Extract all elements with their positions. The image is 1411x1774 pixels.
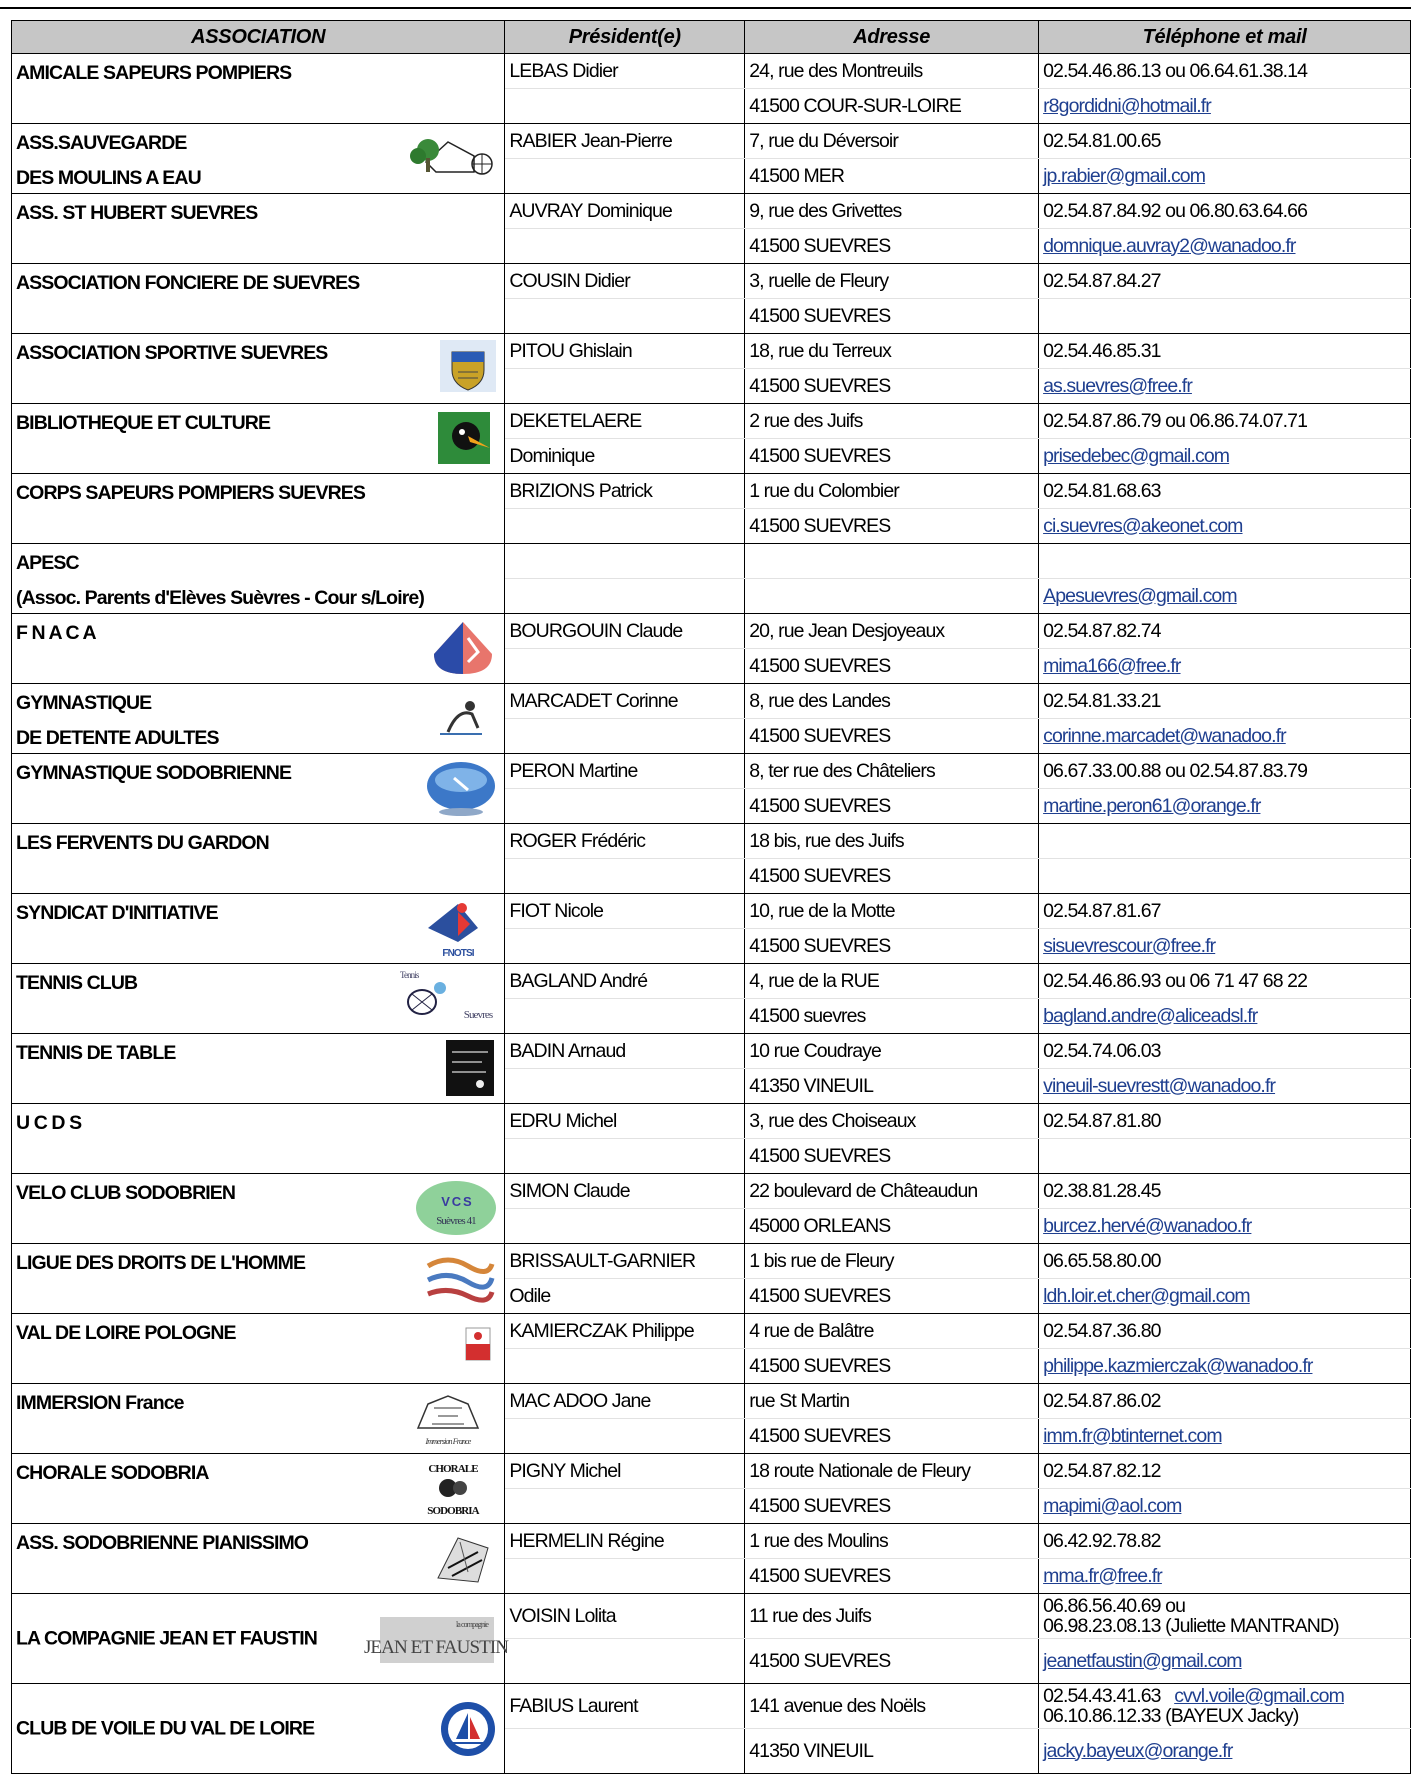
address-street: 24, rue des Montreuils: [745, 54, 1039, 89]
address-street: 2 rue des Juifs: [745, 404, 1039, 439]
address-city: 41500 SUEVRES: [745, 1419, 1039, 1454]
association-name: AMICALE SAPEURS POMPIERS: [16, 62, 292, 84]
address-street: 10 rue Coudraye: [745, 1034, 1039, 1069]
address-city: 41500 SUEVRES: [745, 859, 1039, 894]
email-cell: [1039, 89, 1411, 124]
association-cell: [12, 404, 505, 474]
table-row: [12, 614, 1411, 649]
association-name: LIGUE DES DROITS DE L'HOMME: [16, 1252, 306, 1274]
president-cell: RABIER Jean-Pierre: [505, 124, 745, 159]
phone-cell: 02.54.81.68.63: [1039, 474, 1411, 509]
association-cell: [12, 1104, 505, 1174]
svg-text:la compagnie: la compagnie: [456, 1619, 489, 1629]
president-cell-line2: [505, 509, 745, 544]
svg-text:Immersion France: Immersion France: [425, 1437, 471, 1446]
president-cell: KAMIERCZAK Philippe: [505, 1314, 745, 1349]
president-cell-line2: [505, 929, 745, 964]
association-cell: [12, 1244, 505, 1314]
association-name: VELO CLUB SODOBRIEN: [16, 1182, 236, 1204]
phone-cell: [1039, 1594, 1411, 1639]
svg-text:SODOBRIA: SODOBRIA: [427, 1505, 480, 1517]
email-cell: [1039, 229, 1411, 264]
piano-logo: [428, 1528, 498, 1588]
association-cell: [12, 194, 505, 264]
email-cell: [1039, 719, 1411, 754]
header-address: Adresse: [745, 21, 1039, 54]
phone-cell: [1039, 824, 1411, 859]
table-row: [12, 964, 1411, 999]
association-name: GYMNASTIQUE: [16, 692, 152, 714]
president-cell-line2: [505, 1069, 745, 1104]
email-link[interactable]: Apesuevres@gmail.com: [1043, 584, 1237, 607]
top-rule: [0, 7, 1411, 9]
president-cell-line2: Odile: [505, 1279, 745, 1314]
president-cell-line2: [505, 299, 745, 334]
table-row: [12, 754, 1411, 789]
svg-text:Suèvres 41: Suèvres 41: [436, 1215, 477, 1227]
address-city: 41500 MER: [745, 159, 1039, 194]
president-cell: MAC ADOO Jane: [505, 1384, 745, 1419]
address-street: 8, ter rue des Châteliers: [745, 754, 1039, 789]
jeanfaustin-logo: [364, 1609, 509, 1669]
email-cell: [1039, 1639, 1411, 1684]
president-cell-line2: [505, 1139, 745, 1174]
address-street: 1 rue des Moulins: [745, 1524, 1039, 1559]
association-name: U C D S: [16, 1112, 82, 1134]
association-cell: [12, 1594, 509, 1684]
address-city: 45000 ORLEANS: [745, 1209, 1039, 1244]
association-cell: [12, 544, 505, 614]
email-link[interactable]: ldh.loir.et.cher@gmail.com: [1043, 1284, 1250, 1307]
president-cell: [505, 544, 745, 579]
association-name-line2: DE DETENTE ADULTES: [16, 727, 219, 749]
association-cell: [12, 614, 505, 684]
email-link[interactable]: jeanetfaustin@gmail.com: [1043, 1649, 1242, 1672]
president-cell-line2: [505, 159, 745, 194]
president-cell: FABIUS Laurent: [505, 1684, 745, 1729]
table-row: [12, 404, 1411, 439]
association-name: BIBLIOTHEQUE ET CULTURE: [16, 412, 271, 434]
phone-cell: 06.67.33.00.88 ou 02.54.87.83.79: [1039, 754, 1411, 789]
email-cell: [1039, 1349, 1411, 1384]
email-cell: [1039, 1069, 1411, 1104]
president-cell: SIMON Claude: [505, 1174, 745, 1209]
address-street: 9, rue des Grivettes: [745, 194, 1039, 229]
table-row: [12, 54, 1411, 89]
president-cell: LEBAS Didier: [505, 54, 745, 89]
address-street: 8, rue des Landes: [745, 684, 1039, 719]
association-name: ASS.SAUVEGARDE: [16, 132, 187, 154]
president-cell-line2: [505, 579, 745, 614]
chorale-logo: [408, 1458, 498, 1518]
association-cell: [12, 474, 505, 544]
association-cell: [12, 1684, 505, 1774]
phone-cell: 02.54.81.33.21: [1039, 684, 1411, 719]
ldh-logo: [418, 1248, 498, 1308]
phone-cell: 02.54.87.81.80: [1039, 1104, 1411, 1139]
association-name-line2: DES MOULINS A EAU: [16, 167, 201, 189]
president-cell: ROGER Frédéric: [505, 824, 745, 859]
president-cell: PIGNY Michel: [505, 1454, 745, 1489]
table-row: [12, 334, 1411, 369]
pingpong-logo: [442, 1038, 498, 1098]
president-cell-line2: [505, 1489, 745, 1524]
phone-cell: 02.54.87.36.80: [1039, 1314, 1411, 1349]
table-row: [12, 1594, 1411, 1639]
phone-cell: 02.54.46.86.13 ou 06.64.61.38.14: [1039, 54, 1411, 89]
address-street: 22 boulevard de Châteaudun: [745, 1174, 1039, 1209]
email-link[interactable]: corinne.marcadet@wanadoo.fr: [1043, 724, 1286, 747]
table-row: [12, 1104, 1411, 1139]
header-president: Président(e): [505, 21, 745, 54]
association-name: LES FERVENTS DU GARDON: [16, 832, 269, 854]
association-cell: [12, 754, 505, 824]
fnotsi-logo: [418, 898, 498, 958]
email-cell: [1039, 1139, 1411, 1174]
phone-cell: 06.65.58.80.00: [1039, 1244, 1411, 1279]
president-cell: HERMELIN Régine: [505, 1524, 745, 1559]
association-cell: [12, 1034, 505, 1104]
immersion-logo: [398, 1388, 498, 1448]
vcs-logo: [414, 1178, 498, 1238]
email-cell: [1039, 859, 1411, 894]
header-phone-mail: Téléphone et mail: [1039, 21, 1411, 54]
phone-number-text: 02.54.43.41.63: [1043, 1685, 1161, 1707]
association-name-line2: (Assoc. Parents d'Elèves Suèvres - Cour s/Loire): [16, 587, 424, 609]
address-city: 41500 COUR-SUR-LOIRE: [745, 89, 1039, 124]
president-cell-line2: [505, 999, 745, 1034]
association-name: IMMERSION France: [16, 1392, 184, 1414]
president-cell: VOISIN Lolita: [505, 1594, 745, 1639]
gym-logo: [418, 688, 498, 744]
email-link[interactable]: martine.peron61@orange.fr: [1043, 794, 1261, 817]
phone-number: [1043, 1596, 1407, 1616]
phone-cell: 02.54.46.86.93 ou 06 71 47 68 22: [1039, 964, 1411, 999]
phone-cell: 02.54.87.86.79 ou 06.86.74.07.71: [1039, 404, 1411, 439]
mill-logo: [378, 128, 498, 184]
address-street: rue St Martin: [745, 1384, 1039, 1419]
table-header-row: [12, 21, 1411, 54]
email-cell: [1039, 1209, 1411, 1244]
email-link[interactable]: ci.suevres@akeonet.com: [1043, 514, 1243, 537]
svg-text:Suevres: Suevres: [464, 1009, 493, 1021]
president-cell-line2: [505, 1729, 745, 1774]
association-cell: [12, 54, 505, 124]
address-street: 3, rue des Choiseaux: [745, 1104, 1039, 1139]
association-cell: [12, 964, 505, 1034]
association-cell: [12, 1314, 505, 1384]
association-cell: [12, 1454, 505, 1524]
president-cell-line2: [505, 89, 745, 124]
header-association: ASSOCIATION: [12, 21, 505, 54]
table-row: [12, 1314, 1411, 1349]
email-cell: [1039, 1279, 1411, 1314]
president-cell-line2: [505, 1559, 745, 1594]
association-cell: [12, 894, 505, 964]
phone-number: [1043, 1686, 1407, 1706]
association-cell: [12, 1174, 505, 1244]
phone-cell: 02.54.46.85.31: [1039, 334, 1411, 369]
email-cell: [1039, 439, 1411, 474]
address-street: 10, rue de la Motte: [745, 894, 1039, 929]
president-cell-line2: [505, 649, 745, 684]
email-cell: [1039, 159, 1411, 194]
address-city: 41500 SUEVRES: [745, 649, 1039, 684]
association-name: TENNIS DE TABLE: [16, 1042, 176, 1064]
email-link[interactable]: domnique.auvray2@wanadoo.fr: [1043, 234, 1296, 257]
voile-logo: [438, 1699, 498, 1759]
president-cell: BAGLAND André: [505, 964, 745, 999]
association-name: SYNDICAT D'INITIATIVE: [16, 902, 218, 924]
address-street: 7, rue du Déversoir: [745, 124, 1039, 159]
email-link[interactable]: philippe.kazmierczak@wanadoo.fr: [1043, 1354, 1313, 1377]
association-name: LA COMPAGNIE JEAN ET FAUSTIN: [16, 1627, 317, 1649]
phone-cell: 02.54.87.82.74: [1039, 614, 1411, 649]
phone-number-secondary: 06.98.23.08.13 (Juliette MANTRAND): [1043, 1615, 1339, 1637]
address-city: 41500 SUEVRES: [745, 789, 1039, 824]
president-cell: PERON Martine: [505, 754, 745, 789]
email-cell: [1039, 789, 1411, 824]
president-cell: PITOU Ghislain: [505, 334, 745, 369]
association-name: APESC: [16, 552, 79, 574]
association-name: ASSOCIATION FONCIERE DE SUEVRES: [16, 272, 360, 294]
svg-text:JEAN ET FAUSTIN: JEAN ET FAUSTIN: [364, 1636, 509, 1658]
table-row: [12, 1244, 1411, 1279]
association-cell: [12, 1384, 505, 1454]
shield-logo: [438, 338, 498, 394]
president-cell-line2: [505, 859, 745, 894]
phone-cell: 02.38.81.28.45: [1039, 1174, 1411, 1209]
address-city: 41500 SUEVRES: [745, 369, 1039, 404]
table-row: [12, 264, 1411, 299]
association-cell: [12, 264, 505, 334]
address-street: 11 rue des Juifs: [745, 1594, 1039, 1639]
association-name: CLUB DE VOILE DU VAL DE LOIRE: [16, 1717, 315, 1739]
phone-cell: 02.54.74.06.03: [1039, 1034, 1411, 1069]
tennis-logo: [388, 968, 498, 1026]
address-city: 41350 VINEUIL: [745, 1069, 1039, 1104]
email-link[interactable]: burcez.hervé@wanadoo.fr: [1043, 1214, 1252, 1237]
bird-logo: [428, 408, 498, 466]
email-link[interactable]: sisuevrescour@free.fr: [1043, 934, 1216, 957]
address-city: 41500 suevres: [745, 999, 1039, 1034]
email-cell: [1039, 509, 1411, 544]
fnaca-logo: [428, 618, 498, 678]
address-street: 20, rue Jean Desjoyeaux: [745, 614, 1039, 649]
association-name: CHORALE SODOBRIA: [16, 1462, 209, 1484]
email-link[interactable]: cvvl.voile@gmail.com: [1174, 1685, 1344, 1707]
svg-text:FNOTSI: FNOTSI: [442, 948, 474, 959]
email-cell: [1039, 929, 1411, 964]
association-name: ASS. ST HUBERT SUEVRES: [16, 202, 258, 224]
table-row: [12, 1384, 1411, 1419]
email-cell: [1039, 1559, 1411, 1594]
table-row: [12, 1174, 1411, 1209]
phone-cell: 02.54.81.00.65: [1039, 124, 1411, 159]
president-cell: FIOT Nicole: [505, 894, 745, 929]
email-link[interactable]: as.suevres@free.fr: [1043, 374, 1192, 397]
table-row: [12, 1684, 1411, 1729]
president-cell: BRISSAULT-GARNIER: [505, 1244, 745, 1279]
address-street: 4, rue de la RUE: [745, 964, 1039, 999]
association-name: CORPS SAPEURS POMPIERS SUEVRES: [16, 482, 366, 504]
address-city: 41500 SUEVRES: [745, 1639, 1039, 1684]
address-city: 41500 SUEVRES: [745, 1139, 1039, 1174]
association-cell: [12, 334, 505, 404]
address-city: 41500 SUEVRES: [745, 229, 1039, 264]
president-cell-line2: [505, 1639, 745, 1684]
address-city: 41500 SUEVRES: [745, 1349, 1039, 1384]
address-street: 18 route Nationale de Fleury: [745, 1454, 1039, 1489]
email-cell: [1039, 1489, 1411, 1524]
table-row: [12, 194, 1411, 229]
table-row: [12, 894, 1411, 929]
phone-cell: 02.54.87.86.02: [1039, 1384, 1411, 1419]
table-row: [12, 1034, 1411, 1069]
address-city: [745, 579, 1039, 614]
president-cell: MARCADET Corinne: [505, 684, 745, 719]
president-cell: BOURGOUIN Claude: [505, 614, 745, 649]
address-city: 41500 SUEVRES: [745, 719, 1039, 754]
phone-cell: [1039, 1684, 1411, 1729]
table-row: [12, 1524, 1411, 1559]
email-link[interactable]: imm.fr@btinternet.com: [1043, 1424, 1222, 1447]
address-street: 18 bis, rue des Juifs: [745, 824, 1039, 859]
association-name: ASSOCIATION SPORTIVE SUEVRES: [16, 342, 328, 364]
president-cell: AUVRAY Dominique: [505, 194, 745, 229]
president-cell: BADIN Arnaud: [505, 1034, 745, 1069]
address-city: 41500 SUEVRES: [745, 439, 1039, 474]
email-link[interactable]: mma.fr@free.fr: [1043, 1564, 1162, 1587]
address-street: 18, rue du Terreux: [745, 334, 1039, 369]
table-row: [12, 684, 1411, 719]
email-link[interactable]: jacky.bayeux@orange.fr: [1043, 1739, 1233, 1762]
globe-logo: [424, 758, 498, 818]
president-cell: COUSIN Didier: [505, 264, 745, 299]
email-link[interactable]: mima166@free.fr: [1043, 654, 1181, 677]
president-cell-line2: [505, 369, 745, 404]
table-row: [12, 474, 1411, 509]
email-link[interactable]: r8gordidni@hotmail.fr: [1043, 94, 1211, 117]
address-city: 41350 VINEUIL: [745, 1729, 1039, 1774]
phone-number-text: 06.86.56.40.69 ou: [1043, 1595, 1186, 1617]
association-name: ASS. SODOBRIENNE PIANISSIMO: [16, 1532, 309, 1554]
email-link[interactable]: mapimi@aol.com: [1043, 1494, 1182, 1517]
association-cell: [12, 684, 505, 754]
email-link[interactable]: prisedebec@gmail.com: [1043, 444, 1230, 467]
address-city: 41500 SUEVRES: [745, 1489, 1039, 1524]
phone-cell: 02.54.87.82.12: [1039, 1454, 1411, 1489]
email-cell: [1039, 1419, 1411, 1454]
association-name: GYMNASTIQUE SODOBRIENNE: [16, 762, 292, 784]
phone-cell: 02.54.87.81.67: [1039, 894, 1411, 929]
phone-cell: 02.54.87.84.27: [1039, 264, 1411, 299]
email-link[interactable]: vineuil-suevrestt@wanadoo.fr: [1043, 1074, 1276, 1097]
president-cell-line2: [505, 1209, 745, 1244]
address-street: 1 bis rue de Fleury: [745, 1244, 1039, 1279]
association-name: VAL DE LOIRE POLOGNE: [16, 1322, 236, 1344]
address-city: 41500 SUEVRES: [745, 1559, 1039, 1594]
address-city: 41500 SUEVRES: [745, 299, 1039, 334]
phone-cell: 06.42.92.78.82: [1039, 1524, 1411, 1559]
phone-cell: [1039, 544, 1411, 579]
president-cell: EDRU Michel: [505, 1104, 745, 1139]
table-row: [12, 124, 1411, 159]
associations-table: [11, 20, 1411, 1774]
svg-text:Tennis: Tennis: [400, 970, 419, 980]
president-cell-line2: Dominique: [505, 439, 745, 474]
email-link[interactable]: jp.rabier@gmail.com: [1043, 164, 1206, 187]
association-name: F N A C A: [16, 622, 96, 644]
flag-logo: [458, 1318, 498, 1374]
address-street: 4 rue de Balâtre: [745, 1314, 1039, 1349]
association-name: TENNIS CLUB: [16, 972, 138, 994]
president-cell-line2: [505, 1349, 745, 1384]
address-city: 41500 SUEVRES: [745, 509, 1039, 544]
email-cell: [1039, 649, 1411, 684]
address-city: 41500 SUEVRES: [745, 929, 1039, 964]
association-cell: [12, 824, 505, 894]
president-cell-line2: [505, 1419, 745, 1454]
address-city: 41500 SUEVRES: [745, 1279, 1039, 1314]
email-cell: [1039, 1729, 1411, 1774]
association-cell: [12, 124, 505, 194]
president-cell-line2: [505, 229, 745, 264]
email-link[interactable]: bagland.andre@aliceadsl.fr: [1043, 1004, 1258, 1027]
association-cell: [12, 1524, 505, 1594]
address-street: 1 rue du Colombier: [745, 474, 1039, 509]
svg-text:CHORALE: CHORALE: [428, 1463, 478, 1475]
email-cell: [1039, 369, 1411, 404]
president-cell: DEKETELAERE: [505, 404, 745, 439]
president-cell: BRIZIONS Patrick: [505, 474, 745, 509]
president-cell-line2: [505, 719, 745, 754]
phone-cell: 02.54.87.84.92 ou 06.80.63.64.66: [1039, 194, 1411, 229]
address-street: 3, ruelle de Fleury: [745, 264, 1039, 299]
table-row: [12, 824, 1411, 859]
email-cell: [1039, 299, 1411, 334]
president-cell-line2: [505, 789, 745, 824]
svg-text:V C S: V C S: [441, 1194, 472, 1209]
address-street: [745, 544, 1039, 579]
table-row: [12, 544, 1411, 579]
address-street: 141 avenue des Noëls: [745, 1684, 1039, 1729]
email-cell: [1039, 999, 1411, 1034]
phone-number-secondary: 06.10.86.12.33 (BAYEUX Jacky): [1043, 1705, 1299, 1727]
table-row: [12, 1454, 1411, 1489]
email-cell: [1039, 579, 1411, 614]
